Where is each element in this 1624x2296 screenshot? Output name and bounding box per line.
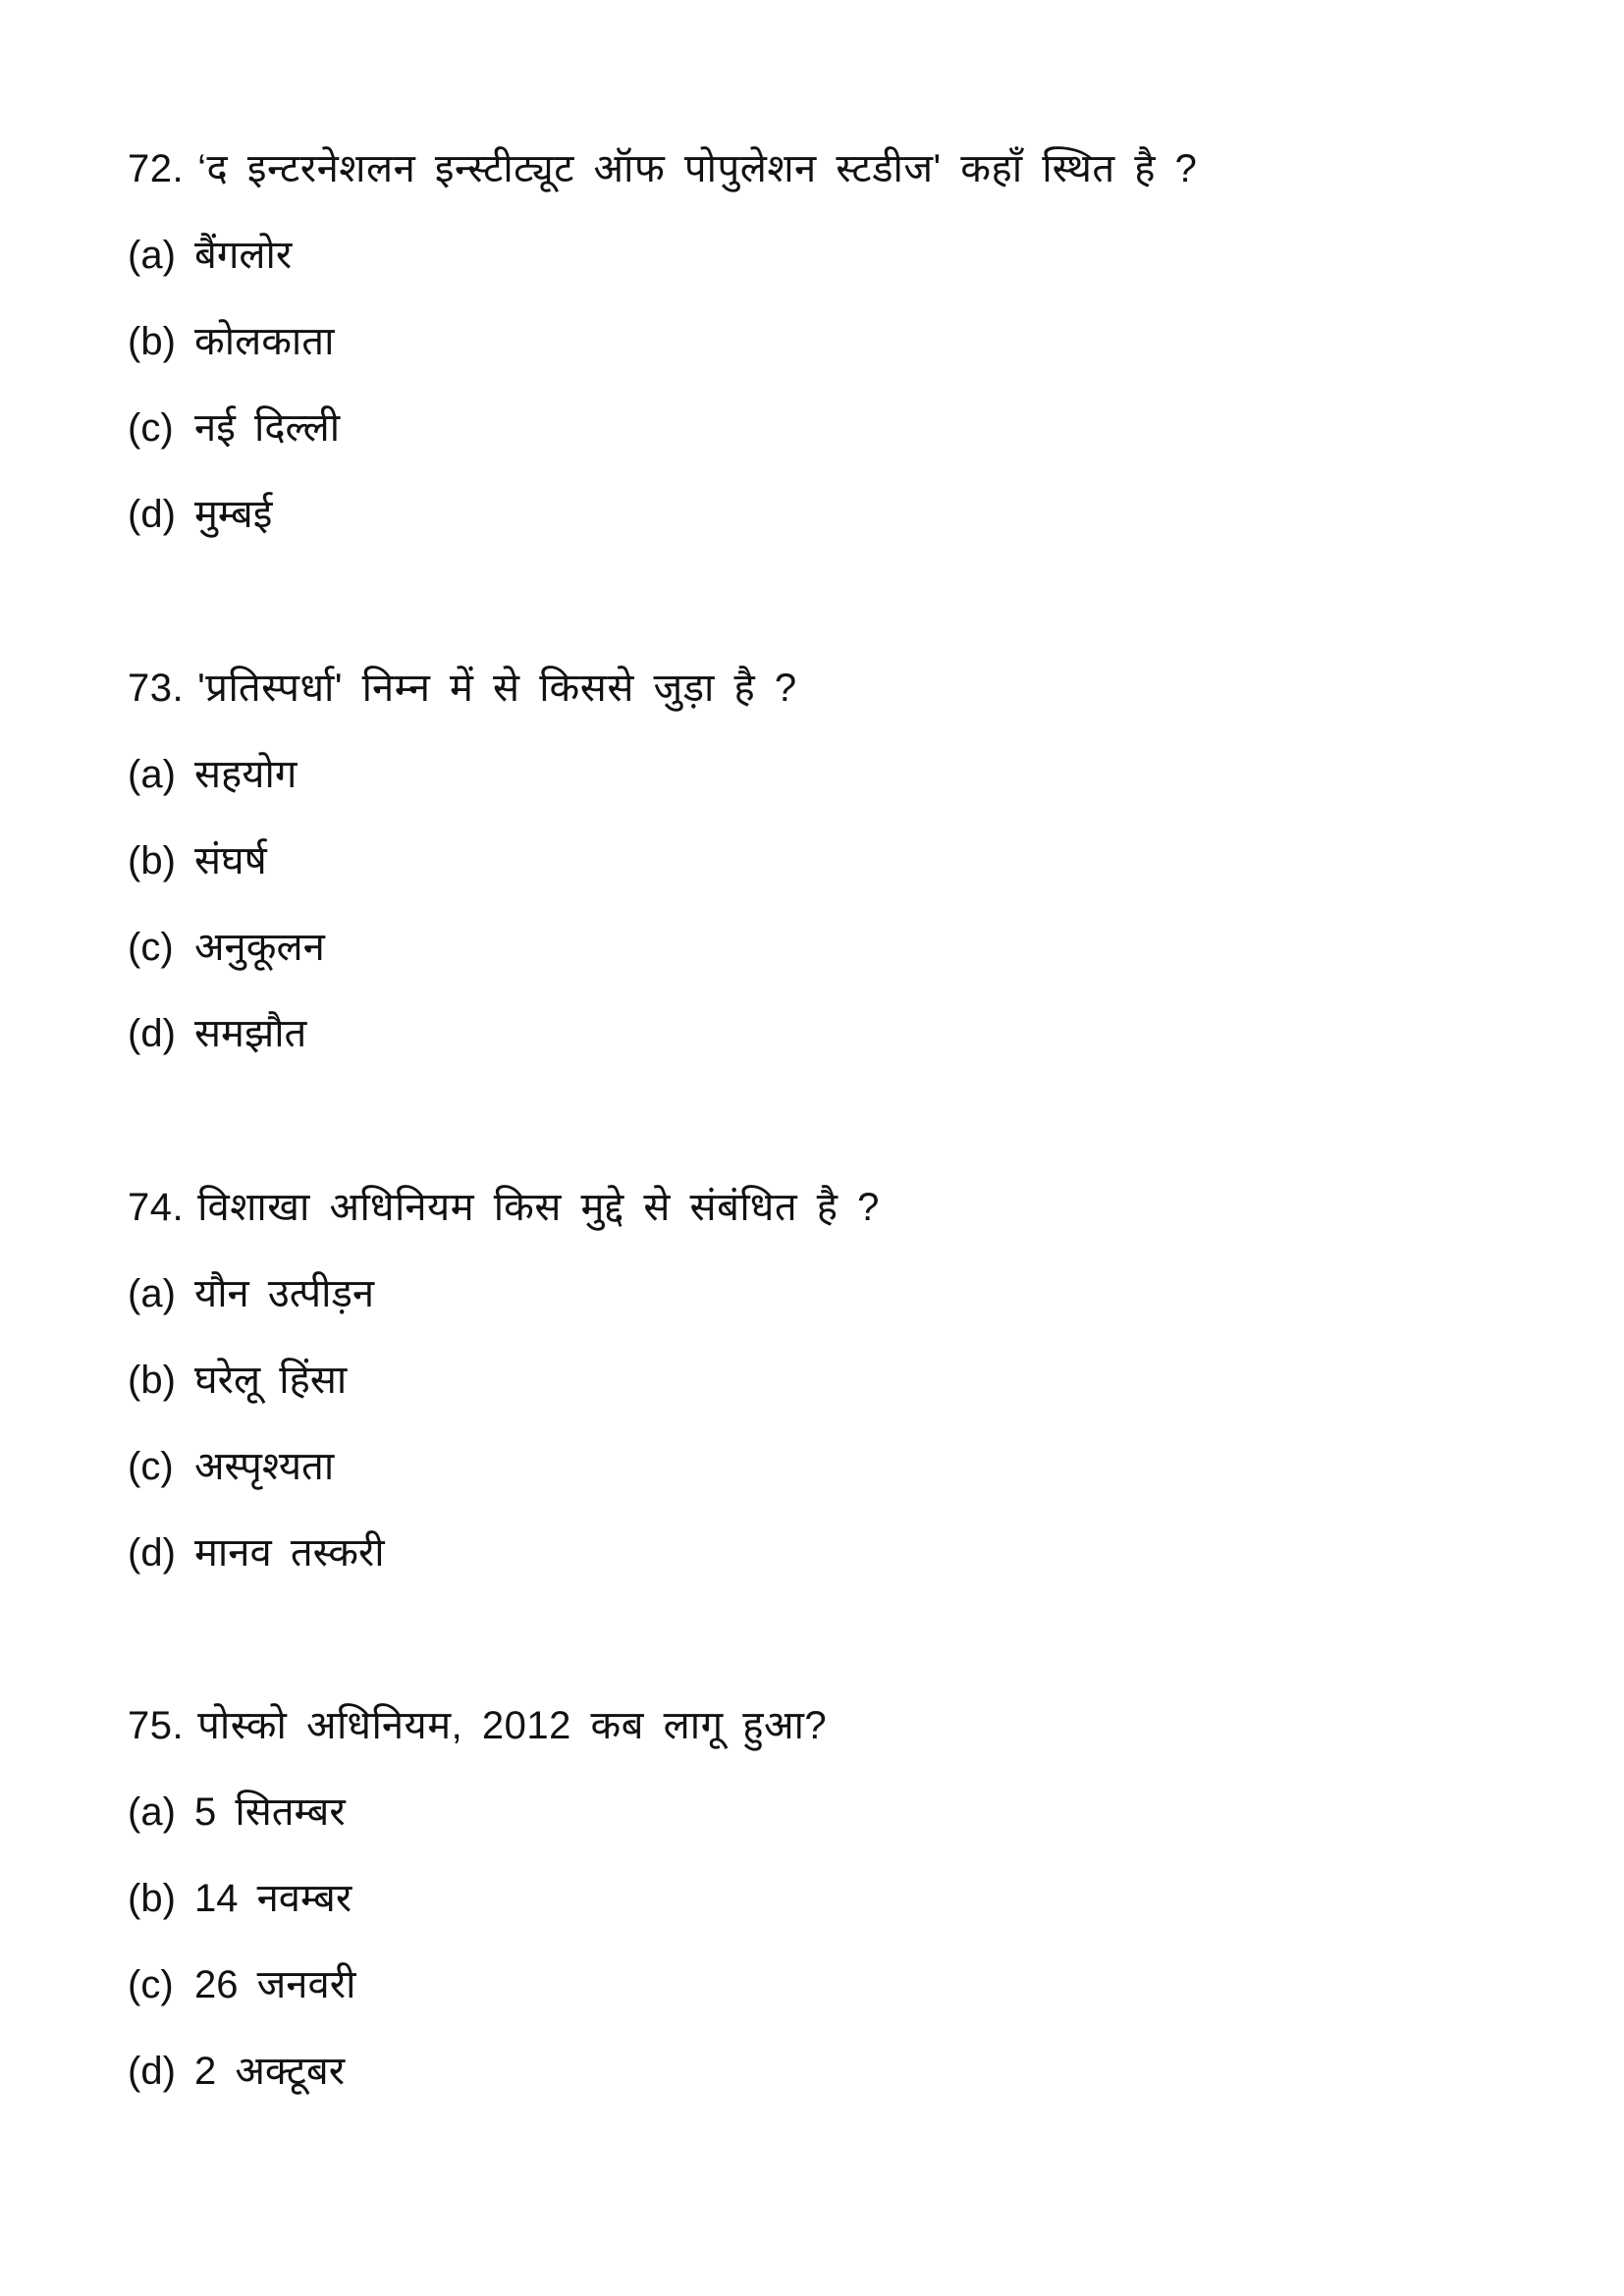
option-c bbox=[128, 1423, 1522, 1510]
option-text: मानव तस्करी bbox=[194, 1531, 385, 1575]
question-72 bbox=[128, 126, 1522, 558]
option-b bbox=[128, 1855, 1522, 1942]
option-label: (b) bbox=[128, 320, 176, 363]
option-a bbox=[128, 212, 1522, 298]
question-stem bbox=[128, 126, 1522, 212]
option-d bbox=[128, 1510, 1522, 1596]
option-text: अनुकूलन bbox=[194, 926, 325, 969]
option-text: यौन उत्पीड़न bbox=[194, 1272, 375, 1315]
option-c bbox=[128, 904, 1522, 990]
option-text: बैंगलोर bbox=[194, 234, 293, 277]
option-text: 5 सितम्बर bbox=[194, 1790, 346, 1834]
option-label: (c) bbox=[128, 406, 174, 450]
option-text: समझौत bbox=[194, 1012, 307, 1055]
option-label: (d) bbox=[128, 1012, 176, 1055]
question-74 bbox=[128, 1164, 1522, 1596]
option-label: (b) bbox=[128, 1359, 176, 1402]
option-text: कोलकाता bbox=[194, 320, 335, 363]
question-text: विशाखा अधिनियम किस मुद्दे से संबंधित है ? bbox=[197, 1186, 880, 1229]
option-c bbox=[128, 1942, 1522, 2028]
option-text: 14 नवम्बर bbox=[194, 1877, 352, 1920]
option-text: 2 अक्टूबर bbox=[194, 2050, 346, 2093]
question-number: 73. bbox=[128, 667, 185, 710]
option-b bbox=[128, 1337, 1522, 1423]
question-stem bbox=[128, 1164, 1522, 1251]
option-text: सहयोग bbox=[194, 753, 298, 796]
option-label: (a) bbox=[128, 234, 176, 277]
question-number: 74. bbox=[128, 1186, 185, 1229]
option-text: मुम्बई bbox=[194, 493, 273, 536]
question-73 bbox=[128, 645, 1522, 1077]
question-stem bbox=[128, 645, 1522, 731]
option-label: (d) bbox=[128, 1531, 176, 1575]
question-75 bbox=[128, 1682, 1522, 2114]
question-text: 'प्रतिस्पर्धा' निम्न में से किससे जुड़ा है ? bbox=[197, 667, 797, 710]
option-text: 26 जनवरी bbox=[194, 1963, 356, 2006]
option-label: (c) bbox=[128, 1963, 174, 2006]
question-number: 75. bbox=[128, 1704, 185, 1747]
option-text: संघर्ष bbox=[194, 839, 267, 882]
option-d bbox=[128, 990, 1522, 1077]
option-label: (b) bbox=[128, 839, 176, 882]
option-d bbox=[128, 471, 1522, 558]
option-label: (a) bbox=[128, 753, 176, 796]
option-label: (a) bbox=[128, 1272, 176, 1315]
option-text: घरेलू हिंसा bbox=[194, 1359, 348, 1402]
option-a bbox=[128, 1251, 1522, 1337]
option-label: (b) bbox=[128, 1877, 176, 1920]
option-b bbox=[128, 298, 1522, 385]
question-text: ‘द इन्टरनेशलन इन्स्टीट्यूट ऑफ पोपुलेशन स्टडीज' कहाँ स्थित है ? bbox=[197, 147, 1198, 190]
question-stem bbox=[128, 1682, 1522, 1769]
option-d bbox=[128, 2028, 1522, 2114]
option-label: (c) bbox=[128, 926, 174, 969]
option-text: अस्पृश्यता bbox=[194, 1445, 335, 1488]
option-a bbox=[128, 1769, 1522, 1855]
option-label: (d) bbox=[128, 493, 176, 536]
question-text: पोस्को अधिनियम, 2012 कब लागू हुआ? bbox=[197, 1704, 828, 1747]
option-b bbox=[128, 818, 1522, 904]
option-c bbox=[128, 385, 1522, 471]
option-label: (d) bbox=[128, 2050, 176, 2093]
option-label: (a) bbox=[128, 1790, 176, 1834]
option-a bbox=[128, 731, 1522, 818]
option-text: नई दिल्ली bbox=[194, 406, 341, 450]
question-number: 72. bbox=[128, 147, 185, 190]
option-label: (c) bbox=[128, 1445, 174, 1488]
